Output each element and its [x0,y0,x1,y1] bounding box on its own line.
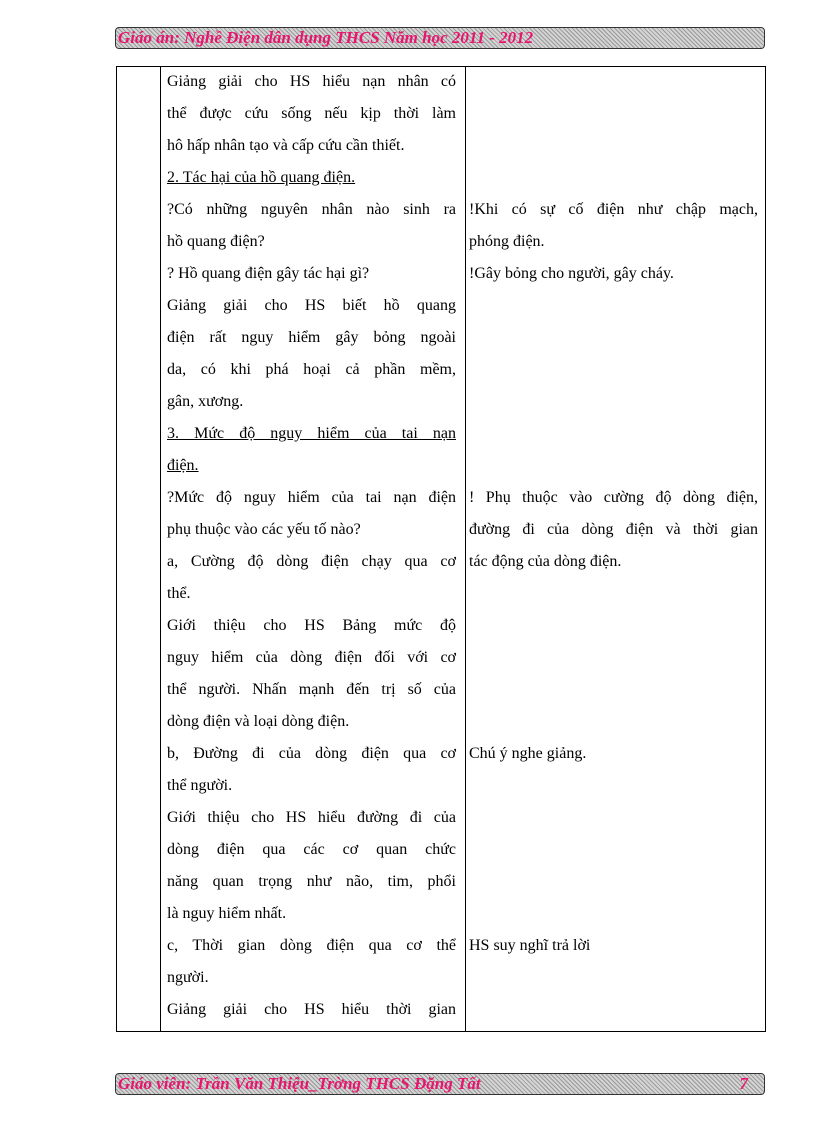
teacher-line: Giới thiệu cho HS Bảng mức độ [167,617,456,634]
teacher-line: phụ thuộc vào các yếu tố nào? [167,521,361,538]
page-number: 7 [739,1074,748,1093]
page-header-banner [115,27,765,49]
teacher-line: c, Thời gian dòng điện qua cơ thể [167,937,456,954]
student-line: phóng điện. [469,233,545,250]
teacher-line: hồ quang điện? [167,233,265,250]
teacher-line: thể người. Nhấn mạnh đến trị số của [167,681,456,698]
teacher-line: thể được cứu sống nếu kịp thời làm [167,105,456,122]
student-line: !Gây bỏng cho người, gây cháy. [469,265,674,282]
teacher-line: thể. [167,585,191,602]
student-line: HS suy nghĩ trả lời [469,937,591,954]
student-line: đường đi của dòng điện và thời gian [469,521,758,538]
teacher-line: dòng điện qua các cơ quan chức [167,841,456,858]
teacher-line: Giảng giải cho HS biết hồ quang [167,297,456,314]
teacher-line: ?Mức độ nguy hiểm của tai nạn điện [167,489,456,506]
section-heading: 3. Mức độ nguy hiểm của tai nạn [167,425,456,442]
teacher-line: Giảng giải cho HS hiểu nạn nhân có [167,73,456,90]
page-footer-banner [115,1073,765,1095]
footer-text: Giáo viên: Trần Văn Thiệu_Trờng THCS Đặng Tất [118,1074,481,1093]
teacher-line: ? Hồ quang điện gây tác hại gì? [167,265,370,282]
teacher-line: là nguy hiểm nhất. [167,905,287,922]
teacher-line: điện rất nguy hiểm gây bỏng ngoài [167,329,456,346]
student-line: !Khi có sự cố điện như chập mạch, [469,201,758,218]
teacher-line: Giới thiệu cho HS hiểu đường đi của [167,809,456,826]
teacher-line: ?Có những nguyên nhân nào sinh ra [167,201,456,218]
teacher-line: thể người. [167,777,233,794]
teacher-line: a, Cường độ dòng điện chạy qua cơ [167,553,456,570]
student-line: ! Phụ thuộc vào cường độ dòng điện, [469,489,758,506]
column-divider-2 [465,67,466,1031]
column-divider-1 [160,67,161,1031]
teacher-line: b, Đường đi của dòng điện qua cơ [167,745,456,762]
student-line: Chú ý nghe giảng. [469,745,587,762]
teacher-line: dòng điện và loại dòng điện. [167,713,350,730]
teacher-line: hô hấp nhân tạo và cấp cứu cần thiết. [167,137,405,154]
teacher-line: gân, xương. [167,393,244,410]
student-line: tác động của dòng điện. [469,553,622,570]
teacher-line: da, có khi phá hoại cả phần mềm, [167,361,456,378]
section-heading: điện. [167,457,199,474]
teacher-line: Giảng giải cho HS hiểu thời gian [167,1001,456,1018]
teacher-line: năng quan trọng như não, tim, phổi [167,873,456,890]
teacher-line: nguy hiểm của dòng điện đối với cơ [167,649,456,666]
header-text: Giáo án: Nghề Điện dân dụng THCS Năm học 2011 - 2012 [118,28,534,47]
teacher-line: người. [167,969,209,986]
section-heading: 2. Tác hại của hồ quang điện. [167,169,356,186]
